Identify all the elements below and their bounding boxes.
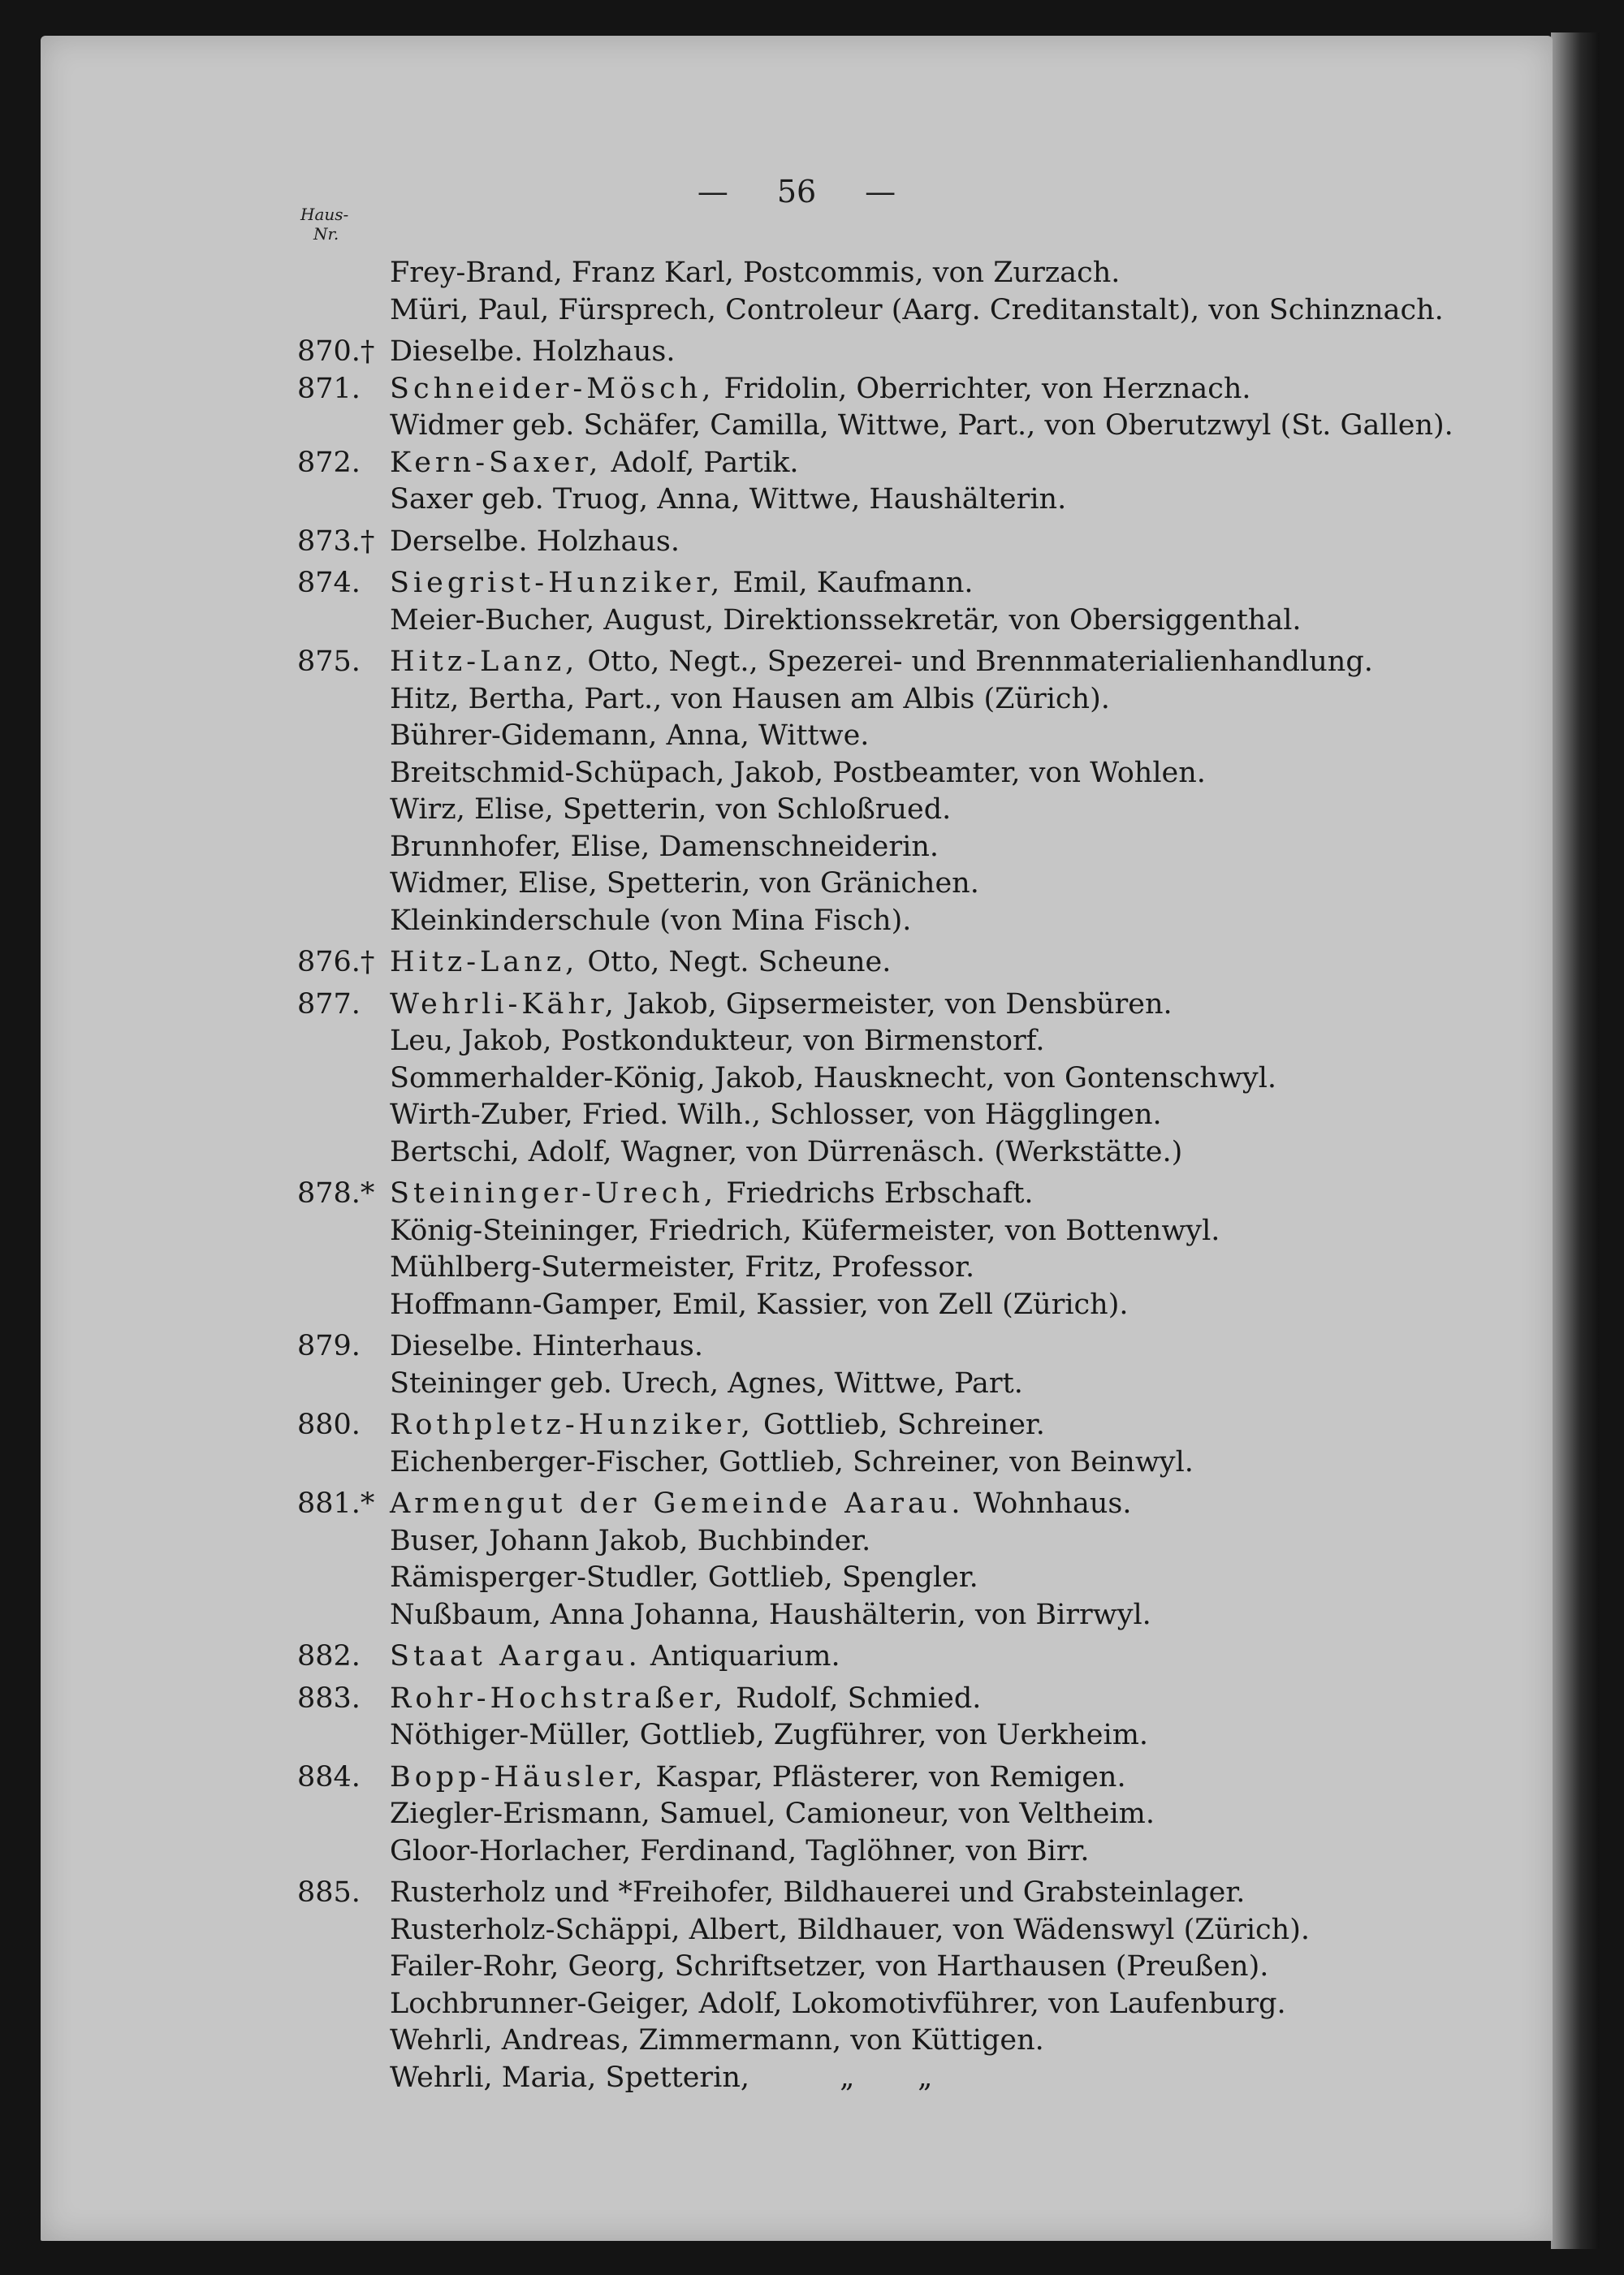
entry-text xyxy=(390,1717,1148,1755)
entry-text xyxy=(390,1097,1162,1134)
directory-line xyxy=(41,1023,1553,1060)
entry-text xyxy=(390,1759,1126,1797)
owner-name: Wehrli-Kähr, xyxy=(390,987,618,1021)
owner-name: Bopp-Häusler, xyxy=(390,1760,647,1794)
house-number: 871. xyxy=(297,372,361,405)
entry-details: Breitschmid-Schüpach, Jakob, Postbeamter, von Wohlen. xyxy=(390,756,1206,789)
entry-details: Kaspar, Pflästerer, von Remigen. xyxy=(646,1760,1126,1794)
entry-details: König-Steininger, Friedrich, Küfermeister, von Bottenwyl. xyxy=(390,1214,1220,1247)
entry-details: Gloor-Horlacher, Ferdinand, Taglöhner, von Birr. xyxy=(390,1834,1090,1867)
entry-details: Müri, Paul, Fürsprech, Controleur (Aarg. Creditanstalt), von Schinznach. xyxy=(390,293,1444,326)
entry-details: Frey-Brand, Franz Karl, Postcommis, von Zurzach. xyxy=(390,257,1121,289)
directory-line xyxy=(41,944,1553,982)
entry-text xyxy=(390,1875,1245,1912)
entry-text xyxy=(390,681,1110,719)
entry-text xyxy=(390,1444,1194,1482)
entry-details: Adolf, Partik. xyxy=(602,446,799,479)
entry-text xyxy=(390,334,675,371)
entry-details: Fridolin, Oberrichter, von Herznach. xyxy=(715,372,1251,405)
directory-line xyxy=(41,565,1553,602)
directory-line xyxy=(41,755,1553,792)
house-number: 880. xyxy=(297,1409,361,1441)
entry-details: Jakob, Gipsermeister, von Densbüren. xyxy=(617,987,1173,1021)
entry-text xyxy=(390,1176,1034,1213)
directory-line xyxy=(41,1060,1553,1098)
directory-line xyxy=(41,1759,1553,1797)
directory-line xyxy=(41,1912,1553,1949)
entry-details: Rusterholz-Schäppi, Albert, Bildhauer, von Wädenswyl (Zürich). xyxy=(390,1913,1310,1946)
entry-details: Bertschi, Adolf, Wagner, von Dürrenäsch. (Werkstätte.) xyxy=(390,1135,1183,1168)
directory-line xyxy=(41,481,1553,519)
house-number: 884. xyxy=(297,1760,361,1794)
directory-line xyxy=(41,1407,1553,1444)
owner-name: Hitz-Lanz, xyxy=(390,946,579,978)
owner-name: Armengut der Gemeinde Aarau. xyxy=(390,1487,965,1520)
directory-line xyxy=(41,1176,1553,1213)
entry-details: Wehrli, Maria, Spetterin, „ „ xyxy=(390,2061,933,2094)
directory-line xyxy=(41,1681,1553,1718)
directory-line xyxy=(41,2060,1553,2097)
directory-line xyxy=(41,1134,1553,1172)
directory-line xyxy=(41,602,1553,640)
entry-text xyxy=(390,1287,1128,1324)
directory-line xyxy=(41,1486,1553,1523)
entry-details: Mühlberg-Sutermeister, Fritz, Professor. xyxy=(390,1251,975,1284)
page-number: 56 xyxy=(776,174,817,209)
owner-name: Schneider-Mösch, xyxy=(390,372,715,405)
entry-details: Dieselbe. Hinterhaus. xyxy=(390,1330,704,1362)
column-label-line2: Nr. xyxy=(313,224,339,244)
entry-details: Gottlieb, Schreiner. xyxy=(754,1409,1045,1441)
owner-name: Hitz-Lanz, xyxy=(390,645,579,678)
house-number: 877. xyxy=(297,987,361,1021)
entry-text xyxy=(390,565,974,602)
entry-text xyxy=(390,1366,1023,1403)
entry-text xyxy=(390,903,911,940)
entry-text xyxy=(390,1949,1268,1986)
entry-details: Lochbrunner-Geiger, Adolf, Lokomotivführer, von Laufenburg. xyxy=(390,1987,1286,2020)
entry-details: Ziegler-Erismann, Samuel, Camioneur, von Veltheim. xyxy=(390,1798,1155,1830)
entry-details: Wohnhaus. xyxy=(964,1487,1132,1520)
entry-text xyxy=(390,986,1173,1024)
directory-line xyxy=(41,986,1553,1024)
house-number-column-label xyxy=(300,205,348,244)
entry-details: Hitz, Bertha, Part., von Hausen am Albis (Zürich). xyxy=(390,682,1110,715)
entry-text xyxy=(390,866,979,903)
entry-text xyxy=(390,445,799,482)
entry-details: Derselbe. Holzhaus. xyxy=(390,525,680,558)
directory-line xyxy=(41,681,1553,719)
directory-line xyxy=(41,2022,1553,2060)
entry-details: Kleinkinderschule (von Mina Fisch). xyxy=(390,904,912,937)
entry-details: Antiquarium. xyxy=(641,1640,840,1673)
entry-details: Wirz, Elise, Spetterin, von Schloßrued. xyxy=(390,793,952,826)
house-number: 876.† xyxy=(297,946,375,978)
directory-line xyxy=(41,1796,1553,1833)
house-number: 879. xyxy=(297,1330,361,1362)
directory-line xyxy=(41,1444,1553,1482)
house-number: 870.† xyxy=(297,335,375,368)
entry-text xyxy=(390,1912,1310,1949)
house-number: 873.† xyxy=(297,525,375,558)
house-number: 885. xyxy=(297,1876,361,1909)
entry-text xyxy=(390,1213,1220,1250)
entry-details: Buser, Johann Jakob, Buchbinder. xyxy=(390,1524,871,1557)
entry-details: Dieselbe. Holzhaus. xyxy=(390,335,676,368)
entry-details: Otto, Negt., Spezerei- und Brennmaterialienhandlung. xyxy=(578,645,1373,678)
directory-line xyxy=(41,1097,1553,1134)
entry-details: Meier-Bucher, August, Direktionssekretär, von Obersiggenthal. xyxy=(390,603,1302,637)
entry-details: Bührer-Gidemann, Anna, Wittwe. xyxy=(390,719,870,752)
document-page xyxy=(41,36,1553,2241)
entry-details: Otto, Negt. Scheune. xyxy=(578,946,892,978)
directory-line xyxy=(41,644,1553,681)
entry-text xyxy=(390,755,1206,792)
directory-line xyxy=(41,866,1553,903)
directory-line xyxy=(41,903,1553,940)
house-number: 878.* xyxy=(297,1177,375,1210)
entry-text xyxy=(390,944,891,982)
entry-text xyxy=(390,1833,1090,1871)
entry-text xyxy=(390,1638,840,1676)
house-number: 883. xyxy=(297,1681,361,1715)
entry-details: Sommerhalder-König, Jakob, Hausknecht, von Gontenschwyl. xyxy=(390,1061,1277,1094)
directory-line xyxy=(41,1250,1553,1287)
directory-line xyxy=(41,1638,1553,1676)
entry-text xyxy=(390,1250,974,1287)
entry-details: Saxer geb. Truog, Anna, Wittwe, Haushälterin. xyxy=(390,483,1067,516)
entry-details: Rudolf, Schmied. xyxy=(727,1681,982,1715)
dash-left: — xyxy=(697,174,728,209)
house-number: 882. xyxy=(297,1640,361,1673)
owner-name: Kern-Saxer, xyxy=(390,446,603,479)
entry-text xyxy=(390,481,1066,519)
owner-name: Rohr-Hochstraßer, xyxy=(390,1681,727,1715)
entry-details: Failer-Rohr, Georg, Schriftsetzer, von Harthausen (Preußen). xyxy=(390,1950,1269,1983)
entry-details: Rusterholz und *Freihofer, Bildhauerei und Grabsteinlager. xyxy=(390,1876,1246,1909)
entry-details: Emil, Kaufmann. xyxy=(723,567,974,599)
entry-text xyxy=(390,2060,932,2097)
entry-text xyxy=(390,644,1373,681)
directory-line xyxy=(41,371,1553,408)
entry-text xyxy=(390,408,1453,445)
directory-line xyxy=(41,408,1553,445)
entry-details: Wirth-Zuber, Fried. Wilh., Schlosser, von Hägglingen. xyxy=(390,1099,1162,1131)
directory-line xyxy=(41,334,1553,371)
entry-text xyxy=(390,718,869,755)
directory-line xyxy=(41,829,1553,866)
directory-line xyxy=(41,1523,1553,1561)
directory-line xyxy=(41,792,1553,829)
directory-line xyxy=(41,1597,1553,1634)
entry-text xyxy=(390,292,1444,330)
directory-line xyxy=(41,1717,1553,1755)
directory-line xyxy=(41,1328,1553,1366)
entry-text xyxy=(390,1134,1182,1172)
dash-right: — xyxy=(865,174,896,209)
entry-details: Wehrli, Andreas, Zimmermann, von Küttigen. xyxy=(390,2024,1044,2057)
entry-text xyxy=(390,792,951,829)
entry-text xyxy=(390,524,680,561)
directory-line xyxy=(41,255,1553,292)
book-gutter xyxy=(1551,32,1600,2249)
owner-name: Siegrist-Hunziker, xyxy=(390,567,724,599)
directory-line xyxy=(41,1949,1553,1986)
owner-name: Rothpletz-Hunziker, xyxy=(390,1409,754,1441)
entry-text xyxy=(390,371,1251,408)
entry-text xyxy=(390,1986,1286,2023)
directory-line xyxy=(41,1560,1553,1597)
directory-entries xyxy=(41,255,1553,2096)
directory-line xyxy=(41,292,1553,330)
entry-details: Hoffmann-Gamper, Emil, Kassier, von Zell (Zürich). xyxy=(390,1288,1129,1321)
directory-line xyxy=(41,1833,1553,1871)
column-label-line1: Haus- xyxy=(300,205,349,224)
house-number: 875. xyxy=(297,645,361,678)
owner-name: Staat Aargau. xyxy=(390,1640,641,1673)
entry-text xyxy=(390,829,939,866)
entry-text xyxy=(390,1597,1151,1634)
entry-text xyxy=(390,1681,981,1718)
entry-text xyxy=(390,602,1302,640)
page-number-header xyxy=(41,174,1553,209)
entry-details: Nöthiger-Müller, Gottlieb, Zugführer, von Uerkheim. xyxy=(390,1719,1149,1751)
entry-details: Leu, Jakob, Postkondukteur, von Birmenstorf. xyxy=(390,1025,1045,1057)
entry-text xyxy=(390,1407,1045,1444)
entry-text xyxy=(390,1796,1155,1833)
owner-name: Steininger-Urech, xyxy=(390,1177,718,1210)
house-number: 874. xyxy=(297,567,361,599)
directory-line xyxy=(41,445,1553,482)
entry-text xyxy=(390,1486,1131,1523)
directory-line xyxy=(41,1287,1553,1324)
entry-text xyxy=(390,255,1120,292)
house-number: 872. xyxy=(297,446,361,479)
entry-details: Rämisperger-Studler, Gottlieb, Spengler. xyxy=(390,1561,978,1594)
entry-text xyxy=(390,1023,1045,1060)
entry-text xyxy=(390,1560,978,1597)
entry-details: Eichenberger-Fischer, Gottlieb, Schreiner, von Beinwyl. xyxy=(390,1445,1194,1479)
entry-details: Nußbaum, Anna Johanna, Haushälterin, von Birrwyl. xyxy=(390,1598,1151,1631)
entry-details: Widmer geb. Schäfer, Camilla, Wittwe, Part., von Oberutzwyl (St. Gallen). xyxy=(390,409,1453,442)
directory-line xyxy=(41,718,1553,755)
directory-line xyxy=(41,1366,1553,1403)
entry-text xyxy=(390,1523,870,1561)
entry-text xyxy=(390,1328,703,1366)
entry-details: Friedrichs Erbschaft. xyxy=(717,1177,1034,1210)
entry-details: Brunnhofer, Elise, Damenschneiderin. xyxy=(390,830,939,863)
house-number: 881.* xyxy=(297,1487,375,1520)
directory-line xyxy=(41,1213,1553,1250)
directory-line xyxy=(41,1875,1553,1912)
directory-line xyxy=(41,524,1553,561)
directory-line xyxy=(41,1986,1553,2023)
entry-details: Widmer, Elise, Spetterin, von Gränichen. xyxy=(390,867,979,900)
entry-text xyxy=(390,1060,1276,1098)
entry-text xyxy=(390,2022,1044,2060)
entry-details: Steininger geb. Urech, Agnes, Wittwe, Part. xyxy=(390,1366,1023,1400)
